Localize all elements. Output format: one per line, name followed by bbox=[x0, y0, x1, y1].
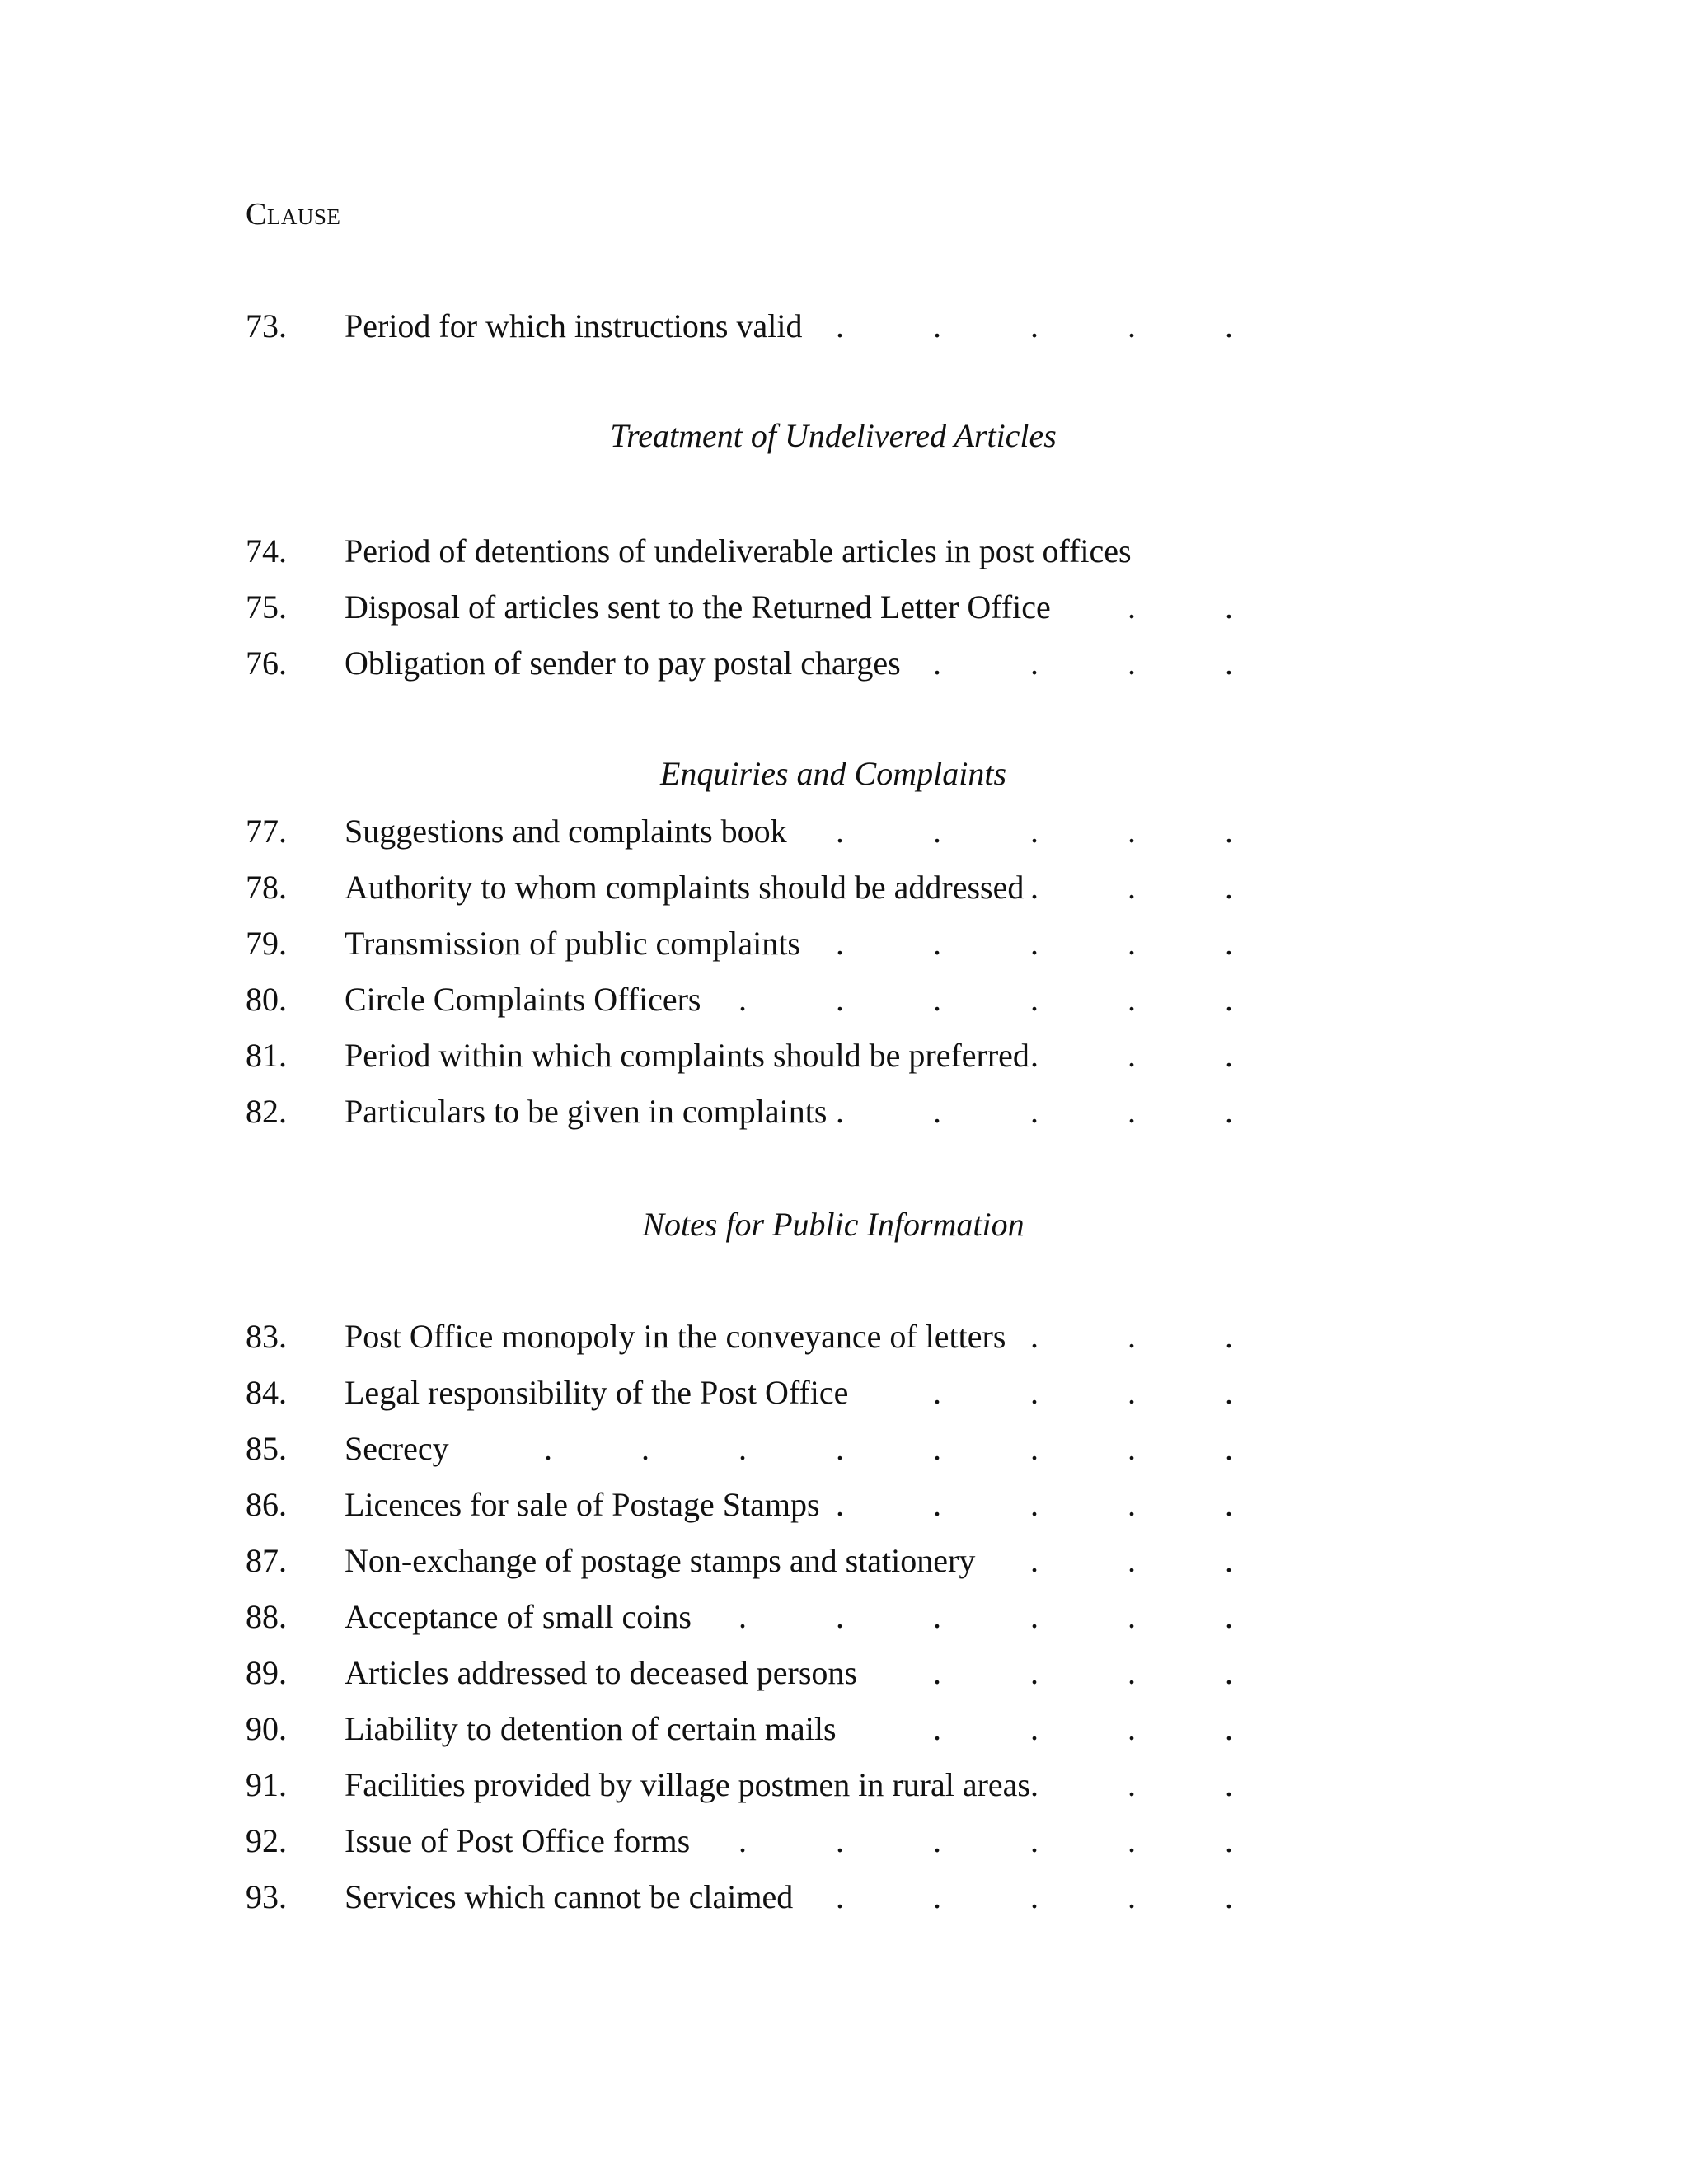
dot-leader: . bbox=[933, 981, 941, 1018]
toc-entry bbox=[0, 1709, 1688, 1759]
dot-leader: . bbox=[1225, 1542, 1233, 1579]
dot-leader: . bbox=[738, 1822, 747, 1859]
dot-leader: . bbox=[1128, 1542, 1136, 1579]
dot-leader: . bbox=[1128, 1486, 1136, 1523]
dot-leader: . bbox=[544, 1430, 552, 1467]
toc-entry bbox=[0, 1036, 1688, 1085]
section-heading: Enquiries and Complaints bbox=[659, 755, 1007, 792]
toc-entry bbox=[0, 307, 1688, 356]
clause-column-header: Clause bbox=[246, 197, 341, 232]
section-heading: Notes for Public Information bbox=[642, 1206, 1025, 1243]
dot-leader: . bbox=[836, 1430, 844, 1467]
clause-number: 80. bbox=[246, 981, 287, 1018]
dot-leader: . bbox=[933, 1878, 941, 1915]
clause-number: 81. bbox=[246, 1037, 287, 1074]
toc-entry bbox=[0, 1485, 1688, 1535]
toc-entry bbox=[0, 1541, 1688, 1591]
dot-leader: . bbox=[836, 307, 844, 344]
clause-title: Post Office monopoly in the conveyance of letters bbox=[345, 1318, 1006, 1355]
dot-leader: . bbox=[1128, 869, 1136, 906]
dot-leader: . bbox=[1128, 1878, 1136, 1915]
dot-leader: . bbox=[836, 1822, 844, 1859]
dot-leader: . bbox=[836, 1486, 844, 1523]
toc-entry bbox=[0, 1373, 1688, 1422]
clause-title: Acceptance of small coins bbox=[345, 1598, 692, 1635]
clause-number: 79. bbox=[246, 925, 287, 962]
clause-title: Suggestions and complaints book bbox=[345, 813, 787, 850]
clause-title: Circle Complaints Officers bbox=[345, 981, 701, 1018]
dot-leader: . bbox=[738, 981, 747, 1018]
clause-title: Liability to detention of certain mails bbox=[345, 1710, 837, 1747]
dot-leader: . bbox=[933, 813, 941, 850]
clause-title: Legal responsibility of the Post Office bbox=[345, 1374, 849, 1411]
clause-title: Issue of Post Office forms bbox=[345, 1822, 691, 1859]
dot-leader: . bbox=[1030, 1710, 1039, 1747]
dot-leader: . bbox=[1225, 869, 1233, 906]
toc-entry bbox=[0, 1429, 1688, 1479]
dot-leader: . bbox=[1030, 1486, 1039, 1523]
dot-leader: . bbox=[1128, 981, 1136, 1018]
dot-leader: . bbox=[1225, 1598, 1233, 1635]
dot-leader: . bbox=[1225, 1822, 1233, 1859]
clause-number: 75. bbox=[246, 588, 287, 626]
dot-leader: . bbox=[1225, 925, 1233, 962]
toc-entry bbox=[0, 924, 1688, 973]
toc-entry bbox=[0, 1092, 1688, 1141]
dot-leader: . bbox=[933, 1093, 941, 1130]
clause-number: 89. bbox=[246, 1654, 287, 1691]
clause-title: Period within which complaints should be preferred bbox=[345, 1037, 1029, 1074]
dot-leader: . bbox=[738, 1430, 747, 1467]
dot-leader: . bbox=[1128, 1822, 1136, 1859]
clause-number: 93. bbox=[246, 1878, 287, 1915]
clause-title: Obligation of sender to pay postal charges bbox=[345, 644, 901, 682]
dot-leader: . bbox=[836, 813, 844, 850]
clause-title: Period for which instructions valid bbox=[345, 307, 803, 344]
dot-leader: . bbox=[1225, 1486, 1233, 1523]
clause-title: Facilities provided by village postmen in rural areas bbox=[345, 1766, 1030, 1803]
dot-leader: . bbox=[1225, 813, 1233, 850]
dot-leader: . bbox=[1030, 1766, 1039, 1803]
toc-entry bbox=[0, 1653, 1688, 1703]
dot-leader: . bbox=[1225, 1654, 1233, 1691]
dot-leader: . bbox=[1128, 1093, 1136, 1130]
dot-leader: . bbox=[933, 1654, 941, 1691]
clause-number: 77. bbox=[246, 813, 287, 850]
dot-leader: . bbox=[1225, 1374, 1233, 1411]
clause-number: 76. bbox=[246, 644, 287, 682]
dot-leader: . bbox=[1225, 1430, 1233, 1467]
clause-title: Articles addressed to deceased persons bbox=[345, 1654, 857, 1691]
dot-leader: . bbox=[1030, 1654, 1039, 1691]
toc-entry bbox=[0, 532, 1688, 581]
dot-leader: . bbox=[836, 1598, 844, 1635]
dot-leader: . bbox=[1030, 1430, 1039, 1467]
dot-leader: . bbox=[1030, 644, 1039, 682]
dot-leader: . bbox=[1225, 644, 1233, 682]
toc-entry bbox=[0, 980, 1688, 1029]
clause-number: 73. bbox=[246, 307, 287, 344]
toc-entry bbox=[0, 644, 1688, 693]
dot-leader: . bbox=[1030, 307, 1039, 344]
dot-leader: . bbox=[836, 1093, 844, 1130]
clause-title: Disposal of articles sent to the Returned Letter Office bbox=[345, 588, 1051, 626]
dot-leader: . bbox=[1030, 1822, 1039, 1859]
dot-leader: . bbox=[1128, 1430, 1136, 1467]
dot-leader: . bbox=[1225, 1318, 1233, 1355]
clause-number: 87. bbox=[246, 1542, 287, 1579]
dot-leader: . bbox=[933, 1710, 941, 1747]
dot-leader: . bbox=[1128, 1318, 1136, 1355]
toc-entry bbox=[0, 588, 1688, 637]
clause-title: Secrecy bbox=[345, 1430, 449, 1467]
dot-leader: . bbox=[1128, 1654, 1136, 1691]
dot-leader: . bbox=[1225, 588, 1233, 626]
clause-title: Licences for sale of Postage Stamps bbox=[345, 1486, 820, 1523]
dot-leader: . bbox=[1128, 1710, 1136, 1747]
clause-number: 88. bbox=[246, 1598, 287, 1635]
dot-leader: . bbox=[1030, 1374, 1039, 1411]
toc-entry bbox=[0, 1877, 1688, 1927]
dot-leader: . bbox=[1030, 1878, 1039, 1915]
clause-title: Authority to whom complaints should be addressed bbox=[345, 869, 1025, 906]
dot-leader: . bbox=[836, 1878, 844, 1915]
dot-leader: . bbox=[1225, 1710, 1233, 1747]
dot-leader: . bbox=[933, 307, 941, 344]
clause-number: 86. bbox=[246, 1486, 287, 1523]
clause-number: 82. bbox=[246, 1093, 287, 1130]
dot-leader: . bbox=[1030, 869, 1039, 906]
dot-leader: . bbox=[933, 1374, 941, 1411]
dot-leader: . bbox=[836, 981, 844, 1018]
dot-leader: . bbox=[1225, 307, 1233, 344]
dot-leader: . bbox=[933, 1486, 941, 1523]
dot-leader: . bbox=[1030, 1037, 1039, 1074]
dot-leader: . bbox=[1225, 1766, 1233, 1803]
dot-leader: . bbox=[1225, 981, 1233, 1018]
clause-number: 92. bbox=[246, 1822, 287, 1859]
dot-leader: . bbox=[933, 644, 941, 682]
dot-leader: . bbox=[1030, 925, 1039, 962]
dot-leader: . bbox=[641, 1430, 649, 1467]
dot-leader: . bbox=[1030, 981, 1039, 1018]
clause-number: 91. bbox=[246, 1766, 287, 1803]
dot-leader: . bbox=[1030, 1542, 1039, 1579]
dot-leader: . bbox=[1225, 1037, 1233, 1074]
clause-title: Non-exchange of postage stamps and stationery bbox=[345, 1542, 976, 1579]
clause-number: 90. bbox=[246, 1710, 287, 1747]
dot-leader: . bbox=[1225, 1093, 1233, 1130]
dot-leader: . bbox=[836, 925, 844, 962]
dot-leader: . bbox=[1128, 1374, 1136, 1411]
section-heading: Treatment of Undelivered Articles bbox=[610, 417, 1057, 454]
dot-leader: . bbox=[1128, 1598, 1136, 1635]
dot-leader: . bbox=[1128, 1766, 1136, 1803]
dot-leader: . bbox=[1128, 925, 1136, 962]
clause-number: 74. bbox=[246, 532, 287, 569]
toc-entry bbox=[0, 1597, 1688, 1647]
clause-title: Period of detentions of undeliverable articles in post offices bbox=[345, 532, 1132, 569]
clause-title: Particulars to be given in complaints bbox=[345, 1093, 828, 1130]
dot-leader: . bbox=[1128, 1037, 1136, 1074]
toc-entry bbox=[0, 1765, 1688, 1815]
clause-number: 83. bbox=[246, 1318, 287, 1355]
dot-leader: . bbox=[933, 1598, 941, 1635]
dot-leader: . bbox=[738, 1598, 747, 1635]
dot-leader: . bbox=[1128, 813, 1136, 850]
dot-leader: . bbox=[1128, 588, 1136, 626]
dot-leader: . bbox=[933, 1430, 941, 1467]
toc-entry bbox=[0, 868, 1688, 917]
clause-number: 84. bbox=[246, 1374, 287, 1411]
dot-leader: . bbox=[1128, 644, 1136, 682]
toc-entry bbox=[0, 812, 1688, 861]
dot-leader: . bbox=[1128, 307, 1136, 344]
clause-number: 78. bbox=[246, 869, 287, 906]
clause-number: 85. bbox=[246, 1430, 287, 1467]
dot-leader: . bbox=[933, 925, 941, 962]
dot-leader: . bbox=[1225, 1878, 1233, 1915]
dot-leader: . bbox=[1030, 1093, 1039, 1130]
dot-leader: . bbox=[1030, 1598, 1039, 1635]
clause-title: Services which cannot be claimed bbox=[345, 1878, 794, 1915]
clause-title: Transmission of public complaints bbox=[345, 925, 800, 962]
dot-leader: . bbox=[1030, 1318, 1039, 1355]
toc-entry bbox=[0, 1317, 1688, 1366]
dot-leader: . bbox=[933, 1822, 941, 1859]
toc-entry bbox=[0, 1821, 1688, 1871]
dot-leader: . bbox=[1030, 813, 1039, 850]
